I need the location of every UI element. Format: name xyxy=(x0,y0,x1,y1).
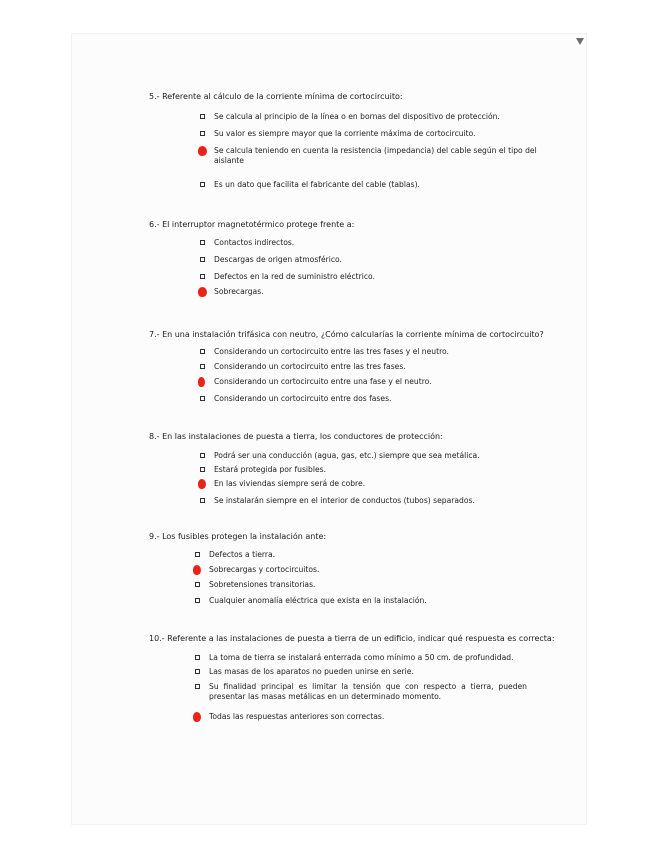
checkbox[interactable] xyxy=(200,364,205,369)
option-text: Considerando un cortocircuito entre las tres fases. xyxy=(214,362,406,371)
checkbox[interactable] xyxy=(200,396,205,401)
option-text: Cualquier anomalía eléctrica que exista en la instalación. xyxy=(209,596,427,605)
option-text: Descargas de origen atmosférico. xyxy=(214,255,342,264)
question-title: 6.- El interruptor magnetotérmico protege frente a: xyxy=(149,220,355,229)
option-text: Es un dato que facilita el fabricante del cable (tablas). xyxy=(214,180,420,189)
option-text: Su finalidad principal es limitar la tensión que con respecto a tierra, pueden presentar las masas metálicas en un determinado momento. xyxy=(209,682,527,701)
option-text: Se calcula al principio de la línea o en bornas del dispositivo de protección. xyxy=(214,112,500,121)
checkbox[interactable] xyxy=(200,498,205,503)
question-title: 10.- Referente a las instalaciones de puesta a tierra de un edificio, indicar qué respuesta es correcta: xyxy=(149,634,555,643)
option-text: Todas las respuestas anteriores son correctas. xyxy=(209,712,385,721)
checkbox[interactable] xyxy=(200,349,205,354)
question-title: 7.- En una instalación trifásica con neutro, ¿Cómo calcularías la corriente mínima de cortocircuito? xyxy=(149,330,544,339)
option-text: Contactos indirectos. xyxy=(214,238,295,247)
red-answer-mark xyxy=(198,146,207,156)
checkbox[interactable] xyxy=(195,552,200,557)
question-title: 5.- Referente al cálculo de la corriente mínima de cortocircuito: xyxy=(149,92,403,101)
red-answer-mark xyxy=(198,287,207,297)
checkbox[interactable] xyxy=(200,274,205,279)
checkbox[interactable] xyxy=(200,131,205,136)
checkbox[interactable] xyxy=(195,684,200,689)
option-text: Su valor es siempre mayor que la corriente máxima de cortocircuito. xyxy=(214,129,476,138)
option-text: Se instalarán siempre en el interior de conductos (tubos) separados. xyxy=(214,496,475,505)
checkbox[interactable] xyxy=(200,467,205,472)
option-text: Podrá ser una conducción (agua, gas, etc.) siempre que sea metálica. xyxy=(214,451,480,460)
checkbox[interactable] xyxy=(195,655,200,660)
option-text: Defectos en la red de suministro eléctrico. xyxy=(214,272,375,281)
option-text: Considerando un cortocircuito entre una fase y el neutro. xyxy=(214,377,432,386)
corner-tick-mark xyxy=(576,38,584,45)
option-text: Considerando un cortocircuito entre dos fases. xyxy=(214,394,392,403)
checkbox[interactable] xyxy=(200,240,205,245)
question-title: 9.- Los fusibles protegen la instalación ante: xyxy=(149,532,327,541)
checkbox[interactable] xyxy=(195,582,200,587)
checkbox[interactable] xyxy=(200,453,205,458)
option-text: Las masas de los aparatos no pueden unirse en serie. xyxy=(209,667,414,676)
checkbox[interactable] xyxy=(200,182,205,187)
checkbox[interactable] xyxy=(195,598,200,603)
option-text: Sobrecargas y cortocircuitos. xyxy=(209,565,320,574)
option-text: En las viviendas siempre será de cobre. xyxy=(214,479,366,488)
option-text: Sobretensiones transitorias. xyxy=(209,580,316,589)
red-answer-mark xyxy=(193,712,201,722)
red-answer-mark xyxy=(198,479,206,489)
option-text: Defectos a tierra. xyxy=(209,550,276,559)
option-text: Considerando un cortocircuito entre las tres fases y el neutro. xyxy=(214,347,449,356)
red-answer-mark xyxy=(198,377,205,387)
checkbox[interactable] xyxy=(200,114,205,119)
option-text: Se calcula teniendo en cuenta la resistencia (impedancia) del cable según el tipo del aislante xyxy=(214,146,537,165)
checkbox[interactable] xyxy=(200,257,205,262)
option-text: Estará protegida por fusibles. xyxy=(214,465,326,474)
option-text: La toma de tierra se instalará enterrada como mínimo a 50 cm. de profundidad. xyxy=(209,653,514,662)
question-title: 8.- En las instalaciones de puesta a tierra, los conductores de protección: xyxy=(149,432,443,441)
red-answer-mark xyxy=(193,565,201,575)
checkbox[interactable] xyxy=(195,669,200,674)
option-text: Sobrecargas. xyxy=(214,287,264,296)
